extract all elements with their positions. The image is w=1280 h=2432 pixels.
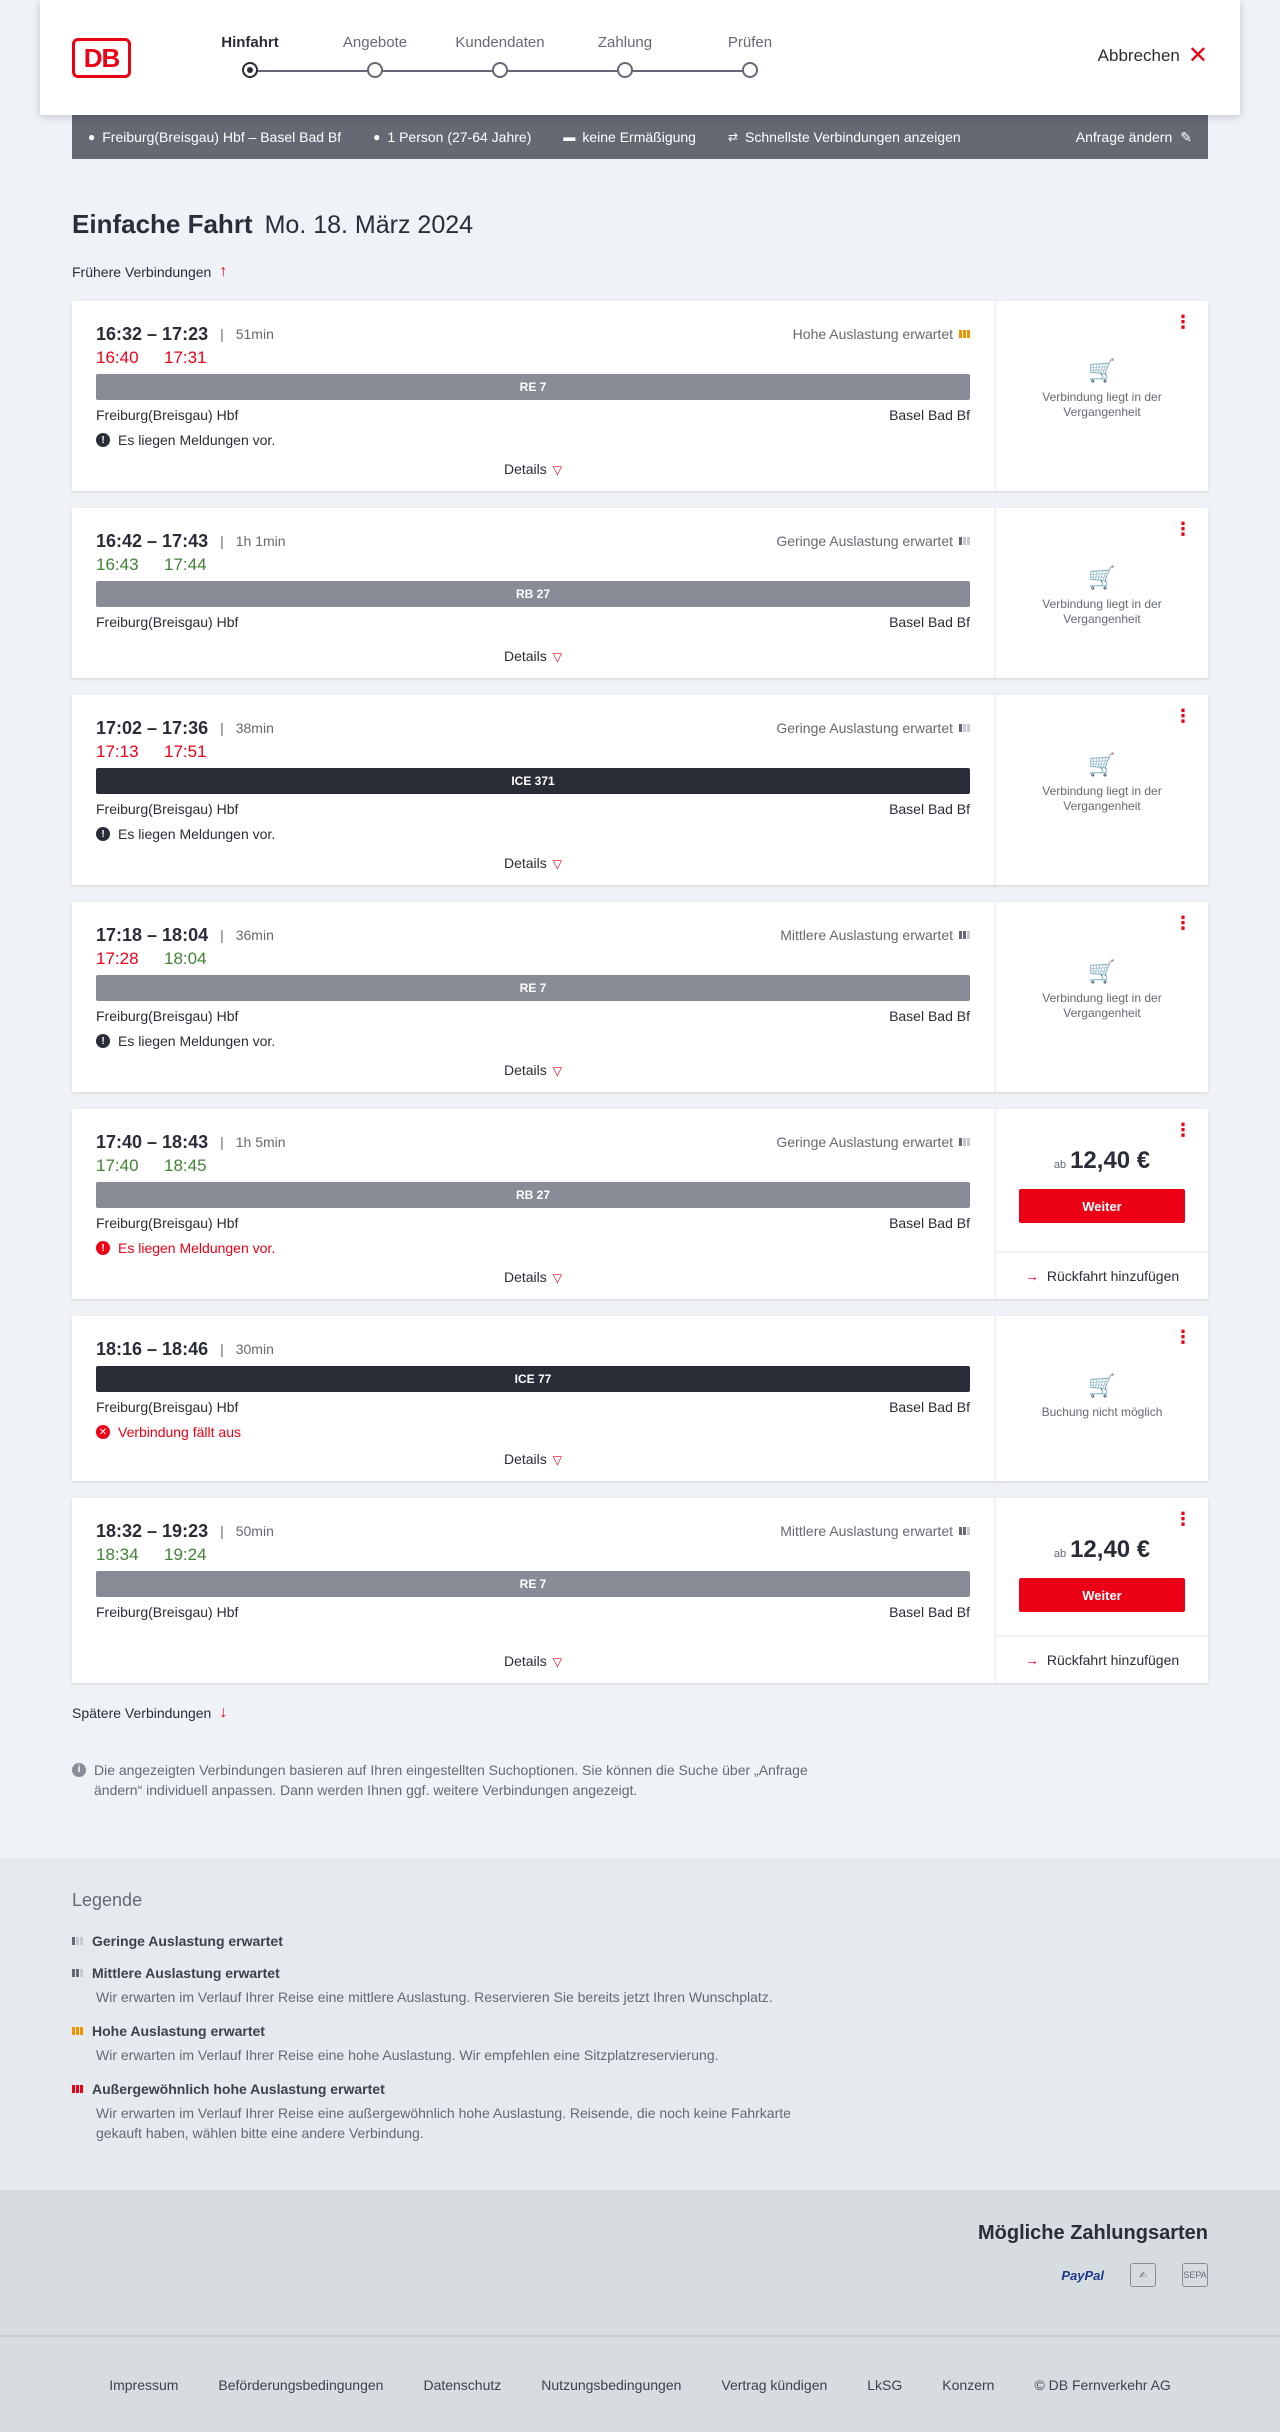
info-icon: i bbox=[72, 1763, 86, 1777]
realtime-row bbox=[96, 345, 970, 371]
details-toggle[interactable] bbox=[72, 1653, 994, 1669]
offer-panel bbox=[994, 301, 1208, 491]
separator: | bbox=[220, 533, 224, 549]
connection-message[interactable] bbox=[96, 825, 970, 843]
train-bar[interactable]: ICE 371 bbox=[96, 768, 970, 794]
more-options-icon[interactable]: ⋮ bbox=[1174, 519, 1192, 539]
more-options-icon[interactable]: ⋮ bbox=[1174, 312, 1192, 332]
chevron-down-icon: ▽ bbox=[552, 650, 563, 664]
edit-label: Anfrage ändern bbox=[1075, 129, 1173, 145]
footer-link-nutzungsbedingungen[interactable]: Nutzungsbedingungen bbox=[541, 2376, 682, 2393]
planned-times: 16:42 – 17:43 bbox=[96, 530, 209, 551]
time-row bbox=[96, 1338, 970, 1360]
realtime-row bbox=[96, 946, 970, 972]
step-label: Kundendaten bbox=[455, 34, 545, 51]
stations-row bbox=[96, 1008, 970, 1026]
details-label: Details bbox=[503, 461, 547, 477]
top-bar bbox=[40, 0, 1240, 115]
return-label: Rückfahrt hinzufügen bbox=[1046, 1652, 1180, 1668]
option-text: Schnellste Verbindungen anzeigen bbox=[745, 129, 961, 145]
realtime-departure: 17:28 bbox=[96, 949, 139, 968]
connection-card bbox=[72, 695, 1208, 885]
more-options-icon[interactable]: ⋮ bbox=[1174, 706, 1192, 726]
price bbox=[996, 1147, 1208, 1175]
page-title: Einfache Fahrt bbox=[72, 209, 253, 239]
occupancy-text: Geringe Auslastung erwartet bbox=[776, 720, 953, 736]
realtime-row bbox=[96, 1542, 970, 1568]
search-summary-bar bbox=[72, 115, 1208, 159]
weiter-button[interactable]: Weiter bbox=[1019, 1578, 1185, 1612]
more-options-icon[interactable]: ⋮ bbox=[1174, 1120, 1192, 1140]
occupancy-info bbox=[793, 326, 970, 342]
message-text: Es liegen Meldungen vor. bbox=[118, 1240, 276, 1256]
train-bar[interactable]: RB 27 bbox=[96, 581, 970, 607]
weiter-button[interactable]: Weiter bbox=[1019, 1189, 1185, 1223]
page-heading bbox=[72, 209, 1208, 255]
occupancy-info bbox=[780, 927, 970, 943]
details-toggle[interactable] bbox=[72, 855, 994, 871]
cart-unavailable-icon: 🛒 bbox=[1088, 1373, 1116, 1398]
realtime-departure: 16:43 bbox=[96, 555, 139, 574]
status-text: Buchung nicht möglich bbox=[1041, 1405, 1163, 1419]
occupancy-text: Mittlere Auslastung erwartet bbox=[780, 927, 953, 943]
destination-station: Basel Bad Bf bbox=[889, 1399, 970, 1415]
occupancy-icon bbox=[959, 1138, 970, 1146]
separator: | bbox=[220, 326, 224, 342]
footer-link-konzern[interactable]: Konzern bbox=[942, 2376, 995, 2393]
offer-panel bbox=[994, 508, 1208, 678]
details-label: Details bbox=[503, 1269, 547, 1285]
connection-card bbox=[72, 902, 1208, 1092]
search-info-note bbox=[72, 1760, 832, 1800]
realtime-departure: 16:40 bbox=[96, 348, 139, 367]
sepa-icon: SEPA bbox=[1182, 2263, 1208, 2287]
realtime-departure: 18:34 bbox=[96, 1545, 139, 1564]
footer-link-impressum[interactable]: Impressum bbox=[109, 2376, 179, 2393]
location-pin-icon: ● bbox=[88, 130, 96, 144]
offer-panel bbox=[994, 1316, 1208, 1481]
footer bbox=[0, 2335, 1280, 2432]
price-box bbox=[996, 1536, 1208, 1612]
duration: 38min bbox=[235, 720, 274, 736]
footer-link-befoerderungsbedingungen[interactable]: Beförderungsbedingungen bbox=[218, 2376, 384, 2393]
footer-link-datenschutz[interactable]: Datenschutz bbox=[423, 2376, 502, 2393]
status-text: Verbindung liegt in der Vergangenheit bbox=[1042, 784, 1162, 813]
cart-unavailable-icon: 🛒 bbox=[1088, 565, 1116, 590]
step-dot bbox=[367, 62, 383, 78]
occupancy-icon bbox=[959, 537, 970, 545]
connection-main bbox=[72, 1109, 994, 1299]
occupancy-info bbox=[776, 720, 970, 736]
cancel-label: Abbrechen bbox=[1097, 46, 1180, 65]
details-toggle[interactable] bbox=[72, 1269, 994, 1285]
details-toggle[interactable] bbox=[72, 1062, 994, 1078]
train-bar[interactable]: RE 7 bbox=[96, 975, 970, 1001]
duration: 50min bbox=[235, 1523, 274, 1539]
stations-row bbox=[96, 1215, 970, 1233]
occupancy-icon bbox=[959, 724, 970, 732]
status-box bbox=[996, 358, 1208, 420]
summary-discount bbox=[563, 129, 696, 145]
details-label: Details bbox=[503, 1451, 547, 1467]
connection-message[interactable] bbox=[96, 1239, 970, 1257]
separator: | bbox=[220, 1341, 224, 1357]
occupancy-icon bbox=[959, 1527, 970, 1535]
footer-link-lksg[interactable]: LkSG bbox=[867, 2376, 903, 2393]
person-icon: ● bbox=[373, 130, 381, 144]
realtime-row bbox=[96, 739, 970, 765]
legend-item-title: Mittlere Auslastung erwartet bbox=[92, 1965, 280, 1981]
stations-row bbox=[96, 614, 970, 632]
legend-item-low bbox=[72, 1933, 1208, 1949]
train-bar[interactable]: RB 27 bbox=[96, 1182, 970, 1208]
step-zahlung bbox=[555, 34, 695, 56]
realtime-row bbox=[96, 1153, 970, 1179]
paypal-logo: PayPal bbox=[1061, 2267, 1104, 2283]
train-bar[interactable]: RE 7 bbox=[96, 374, 970, 400]
extreme-occupancy-icon bbox=[72, 2085, 83, 2093]
step-label: Angebote bbox=[342, 34, 408, 51]
realtime-departure: 17:13 bbox=[96, 742, 139, 761]
more-options-icon[interactable]: ⋮ bbox=[1174, 913, 1192, 933]
step-dot bbox=[242, 62, 258, 78]
legend-item-desc: Wir erwarten im Verlauf Ihrer Reise eine hohe Auslastung. Wir empfehlen eine Sitzplatzreservierung. bbox=[96, 2047, 719, 2063]
status-text: Verbindung liegt in der Vergangenheit bbox=[1042, 991, 1162, 1020]
legend-item-title: Hohe Auslastung erwartet bbox=[92, 2023, 265, 2039]
separator: | bbox=[220, 1134, 224, 1150]
step-dot bbox=[742, 62, 758, 78]
details-toggle[interactable] bbox=[72, 461, 994, 477]
message-text: Verbindung fällt aus bbox=[118, 1424, 241, 1440]
planned-times: 18:16 – 18:46 bbox=[96, 1338, 209, 1359]
details-label: Details bbox=[503, 855, 547, 871]
realtime-arrival: 17:44 bbox=[164, 555, 207, 574]
origin-station: Freiburg(Breisgau) Hbf bbox=[96, 1008, 239, 1024]
connection-card bbox=[72, 1498, 1208, 1683]
origin-station: Freiburg(Breisgau) Hbf bbox=[96, 1399, 239, 1415]
connection-card bbox=[72, 508, 1208, 678]
occupancy-text: Mittlere Auslastung erwartet bbox=[780, 1523, 953, 1539]
message-text: Es liegen Meldungen vor. bbox=[118, 826, 276, 842]
planned-times: 17:18 – 18:04 bbox=[96, 924, 209, 945]
price bbox=[996, 1536, 1208, 1564]
stations-row bbox=[96, 407, 970, 425]
legend-title: Legende bbox=[72, 1890, 143, 1910]
details-label: Details bbox=[503, 1653, 547, 1669]
duration: 1h 1min bbox=[235, 533, 286, 549]
travel-date: Mo. 18. März 2024 bbox=[264, 211, 474, 239]
cart-unavailable-icon: 🛒 bbox=[1088, 752, 1116, 777]
more-options-icon[interactable]: ⋮ bbox=[1174, 1327, 1192, 1347]
message-text: Es liegen Meldungen vor. bbox=[118, 432, 276, 448]
connection-message[interactable] bbox=[96, 1032, 970, 1050]
connection-main bbox=[72, 301, 994, 491]
status-box bbox=[996, 959, 1208, 1021]
realtime-arrival: 18:45 bbox=[164, 1156, 207, 1175]
planned-times: 16:32 – 17:23 bbox=[96, 323, 209, 344]
legend-item-high bbox=[72, 2023, 1208, 2065]
earlier-label: Frühere Verbindungen bbox=[72, 264, 212, 280]
arrow-up-icon: ↑ bbox=[219, 263, 228, 280]
stations-row bbox=[96, 1399, 970, 1417]
passengers-text: 1 Person (27-64 Jahre) bbox=[387, 129, 532, 145]
add-return-trip-button[interactable] bbox=[996, 1635, 1208, 1683]
info-text: Die angezeigten Verbindungen basieren auf Ihren eingestellten Suchoptionen. Sie können die Suche über „Anfrage ändern“ individuell anpassen. Dann werden Ihnen ggf. weitere Verbindungen angezeigt. bbox=[94, 1762, 808, 1798]
status-text: Verbindung liegt in der Vergangenheit bbox=[1042, 597, 1162, 626]
realtime-arrival: 17:51 bbox=[164, 742, 207, 761]
destination-station: Basel Bad Bf bbox=[889, 801, 970, 817]
connection-main bbox=[72, 1498, 994, 1683]
cart-unavailable-icon: 🛒 bbox=[1088, 959, 1116, 984]
status-box bbox=[996, 565, 1208, 627]
time-row bbox=[96, 1520, 970, 1542]
legend-item-mid bbox=[72, 1965, 1208, 2007]
realtime-departure: 17:40 bbox=[96, 1156, 139, 1175]
price-value: 12,40 € bbox=[1070, 1147, 1151, 1174]
origin-station: Freiburg(Breisgau) Hbf bbox=[96, 407, 239, 423]
stations-row bbox=[96, 1604, 970, 1622]
return-label: Rückfahrt hinzufügen bbox=[1046, 1268, 1180, 1284]
summary-route bbox=[88, 129, 341, 145]
legend-item-xhigh bbox=[72, 2081, 1208, 2143]
destination-station: Basel Bad Bf bbox=[889, 1008, 970, 1024]
chevron-down-icon: ▽ bbox=[552, 1064, 563, 1078]
route-text: Freiburg(Breisgau) Hbf – Basel Bad Bf bbox=[102, 129, 342, 145]
arrow-down-icon: ↓ bbox=[219, 1704, 228, 1721]
separator: | bbox=[220, 1523, 224, 1539]
occupancy-text: Geringe Auslastung erwartet bbox=[776, 1134, 953, 1150]
later-connections-link[interactable] bbox=[72, 1700, 1208, 1726]
connection-list bbox=[72, 301, 1208, 1683]
arrow-right-icon: → bbox=[1024, 1652, 1039, 1668]
time-row bbox=[96, 717, 970, 739]
realtime-row bbox=[96, 552, 970, 578]
origin-station: Freiburg(Breisgau) Hbf bbox=[96, 1215, 239, 1231]
step-label: Prüfen bbox=[727, 34, 773, 51]
price-prefix: ab bbox=[1053, 1548, 1067, 1560]
status-box bbox=[996, 752, 1208, 814]
earlier-connections-link[interactable] bbox=[72, 259, 1208, 285]
discount-text: keine Ermäßigung bbox=[582, 129, 696, 145]
offer-panel bbox=[994, 902, 1208, 1092]
offer-panel bbox=[994, 1109, 1208, 1299]
connection-card bbox=[72, 1316, 1208, 1481]
separator: | bbox=[220, 927, 224, 943]
destination-station: Basel Bad Bf bbox=[889, 614, 970, 630]
booking-stepper bbox=[180, 34, 780, 84]
step-angebote bbox=[305, 34, 445, 56]
status-box bbox=[996, 1373, 1208, 1420]
switch-arrows-icon: ⇄ bbox=[727, 130, 739, 144]
status-text: Verbindung liegt in der Vergangenheit bbox=[1042, 390, 1162, 419]
step-pruefen bbox=[680, 34, 820, 56]
time-row bbox=[96, 1131, 970, 1153]
step-label: Hinfahrt bbox=[221, 34, 279, 51]
occupancy-info bbox=[776, 1134, 970, 1150]
payment-methods bbox=[72, 2263, 1208, 2287]
origin-station: Freiburg(Breisgau) Hbf bbox=[96, 801, 239, 817]
arrow-right-icon: → bbox=[1024, 1268, 1039, 1284]
cart-unavailable-icon: 🛒 bbox=[1088, 358, 1116, 383]
results-content bbox=[72, 159, 1208, 1800]
price-prefix: ab bbox=[1053, 1159, 1067, 1171]
time-row bbox=[96, 530, 970, 552]
train-bar[interactable]: RE 7 bbox=[96, 1571, 970, 1597]
chevron-down-icon: ▽ bbox=[552, 1271, 563, 1285]
alert-circle-icon: ! bbox=[96, 433, 110, 447]
occupancy-icon bbox=[959, 330, 970, 338]
origin-station: Freiburg(Breisgau) Hbf bbox=[96, 614, 239, 630]
separator: | bbox=[220, 720, 224, 736]
occupancy-text: Hohe Auslastung erwartet bbox=[792, 326, 953, 342]
offer-panel bbox=[994, 1498, 1208, 1683]
alert-circle-icon: ! bbox=[96, 1034, 110, 1048]
legend-item-title: Außergewöhnlich hohe Auslastung erwartet bbox=[92, 2081, 385, 2097]
footer-link-vertrag-kuendigen[interactable]: Vertrag kündigen bbox=[721, 2376, 828, 2393]
occupancy-icon bbox=[959, 931, 970, 939]
connection-card bbox=[72, 1109, 1208, 1299]
summary-option bbox=[728, 129, 961, 145]
step-label: Zahlung bbox=[597, 34, 653, 51]
chevron-down-icon: ▽ bbox=[552, 1655, 563, 1669]
duration: 51min bbox=[235, 326, 274, 342]
connection-main bbox=[72, 902, 994, 1092]
legend-section bbox=[0, 1858, 1280, 2190]
duration: 36min bbox=[235, 927, 274, 943]
footer-copyright: © DB Fernverkehr AG bbox=[1034, 2376, 1171, 2393]
step-hinfahrt[interactable] bbox=[180, 34, 320, 56]
details-toggle[interactable] bbox=[72, 1451, 994, 1467]
chevron-down-icon: ▽ bbox=[552, 857, 563, 871]
bahncard-icon: ▬ bbox=[563, 130, 576, 144]
planned-times: 17:40 – 18:43 bbox=[96, 1131, 209, 1152]
origin-station: Freiburg(Breisgau) Hbf bbox=[96, 1604, 239, 1620]
later-label: Spätere Verbindungen bbox=[72, 1705, 212, 1721]
offer-panel bbox=[994, 695, 1208, 885]
connection-main bbox=[72, 508, 994, 678]
payment-section bbox=[0, 2190, 1280, 2335]
step-kundendaten bbox=[430, 34, 570, 56]
credit-card-icon: ✍ bbox=[1130, 2263, 1156, 2287]
legend-item-desc: Wir erwarten im Verlauf Ihrer Reise eine außergewöhnlich hohe Auslastung. Reisende, die noch keine Fahrkarte gekauft haben, wählen bitte eine andere Verbindung. bbox=[96, 2105, 791, 2141]
connection-main bbox=[72, 695, 994, 885]
connection-message[interactable] bbox=[96, 431, 970, 449]
destination-station: Basel Bad Bf bbox=[889, 1215, 970, 1231]
planned-times: 18:32 – 19:23 bbox=[96, 1520, 209, 1541]
realtime-arrival: 18:04 bbox=[164, 949, 207, 968]
destination-station: Basel Bad Bf bbox=[889, 407, 970, 423]
summary-passengers bbox=[373, 129, 531, 145]
occupancy-text: Geringe Auslastung erwartet bbox=[776, 533, 953, 549]
time-row bbox=[96, 323, 970, 345]
price-value: 12,40 € bbox=[1070, 1536, 1151, 1563]
medium-occupancy-icon bbox=[72, 1969, 83, 1977]
step-dot bbox=[492, 62, 508, 78]
realtime-arrival: 19:24 bbox=[164, 1545, 207, 1564]
price-box bbox=[996, 1147, 1208, 1223]
planned-times: 17:02 – 17:36 bbox=[96, 717, 209, 738]
alert-circle-icon: ! bbox=[96, 827, 110, 841]
connection-card bbox=[72, 301, 1208, 491]
more-options-icon[interactable]: ⋮ bbox=[1174, 1509, 1192, 1529]
low-occupancy-icon bbox=[72, 1937, 83, 1945]
destination-station: Basel Bad Bf bbox=[889, 1604, 970, 1620]
pencil-icon: ✎ bbox=[1180, 128, 1192, 145]
edit-request-button[interactable] bbox=[1076, 129, 1192, 146]
duration: 1h 5min bbox=[235, 1134, 286, 1150]
stations-row bbox=[96, 801, 970, 819]
add-return-trip-button[interactable] bbox=[996, 1251, 1208, 1299]
connection-main bbox=[72, 1316, 994, 1481]
high-occupancy-icon bbox=[72, 2027, 83, 2035]
occupancy-info bbox=[776, 533, 970, 549]
connection-message[interactable] bbox=[96, 1423, 970, 1441]
chevron-down-icon: ▽ bbox=[552, 463, 563, 477]
details-label: Details bbox=[503, 1062, 547, 1078]
occupancy-info bbox=[780, 1523, 970, 1539]
details-toggle[interactable] bbox=[72, 648, 994, 664]
message-text: Es liegen Meldungen vor. bbox=[118, 1033, 276, 1049]
legend-item-title: Geringe Auslastung erwartet bbox=[92, 1933, 283, 1949]
legend-item-desc: Wir erwarten im Verlauf Ihrer Reise eine mittlere Auslastung. Reservieren Sie bereits jetzt Ihren Wunschplatz. bbox=[96, 1989, 773, 2005]
chevron-down-icon: ▽ bbox=[552, 1453, 563, 1467]
duration: 30min bbox=[235, 1341, 274, 1357]
train-bar[interactable]: ICE 77 bbox=[96, 1366, 970, 1392]
time-row bbox=[96, 924, 970, 946]
step-dot bbox=[617, 62, 633, 78]
alert-circle-icon: ! bbox=[96, 1241, 110, 1255]
close-icon: ✕ bbox=[1187, 42, 1208, 69]
cancel-circle-icon: ✕ bbox=[96, 1425, 110, 1439]
payment-title: Mögliche Zahlungsarten bbox=[977, 2222, 1208, 2244]
cancel-button[interactable] bbox=[1097, 42, 1208, 69]
db-logo[interactable]: DB bbox=[72, 38, 131, 78]
realtime-arrival: 17:31 bbox=[164, 348, 207, 367]
details-label: Details bbox=[503, 648, 547, 664]
